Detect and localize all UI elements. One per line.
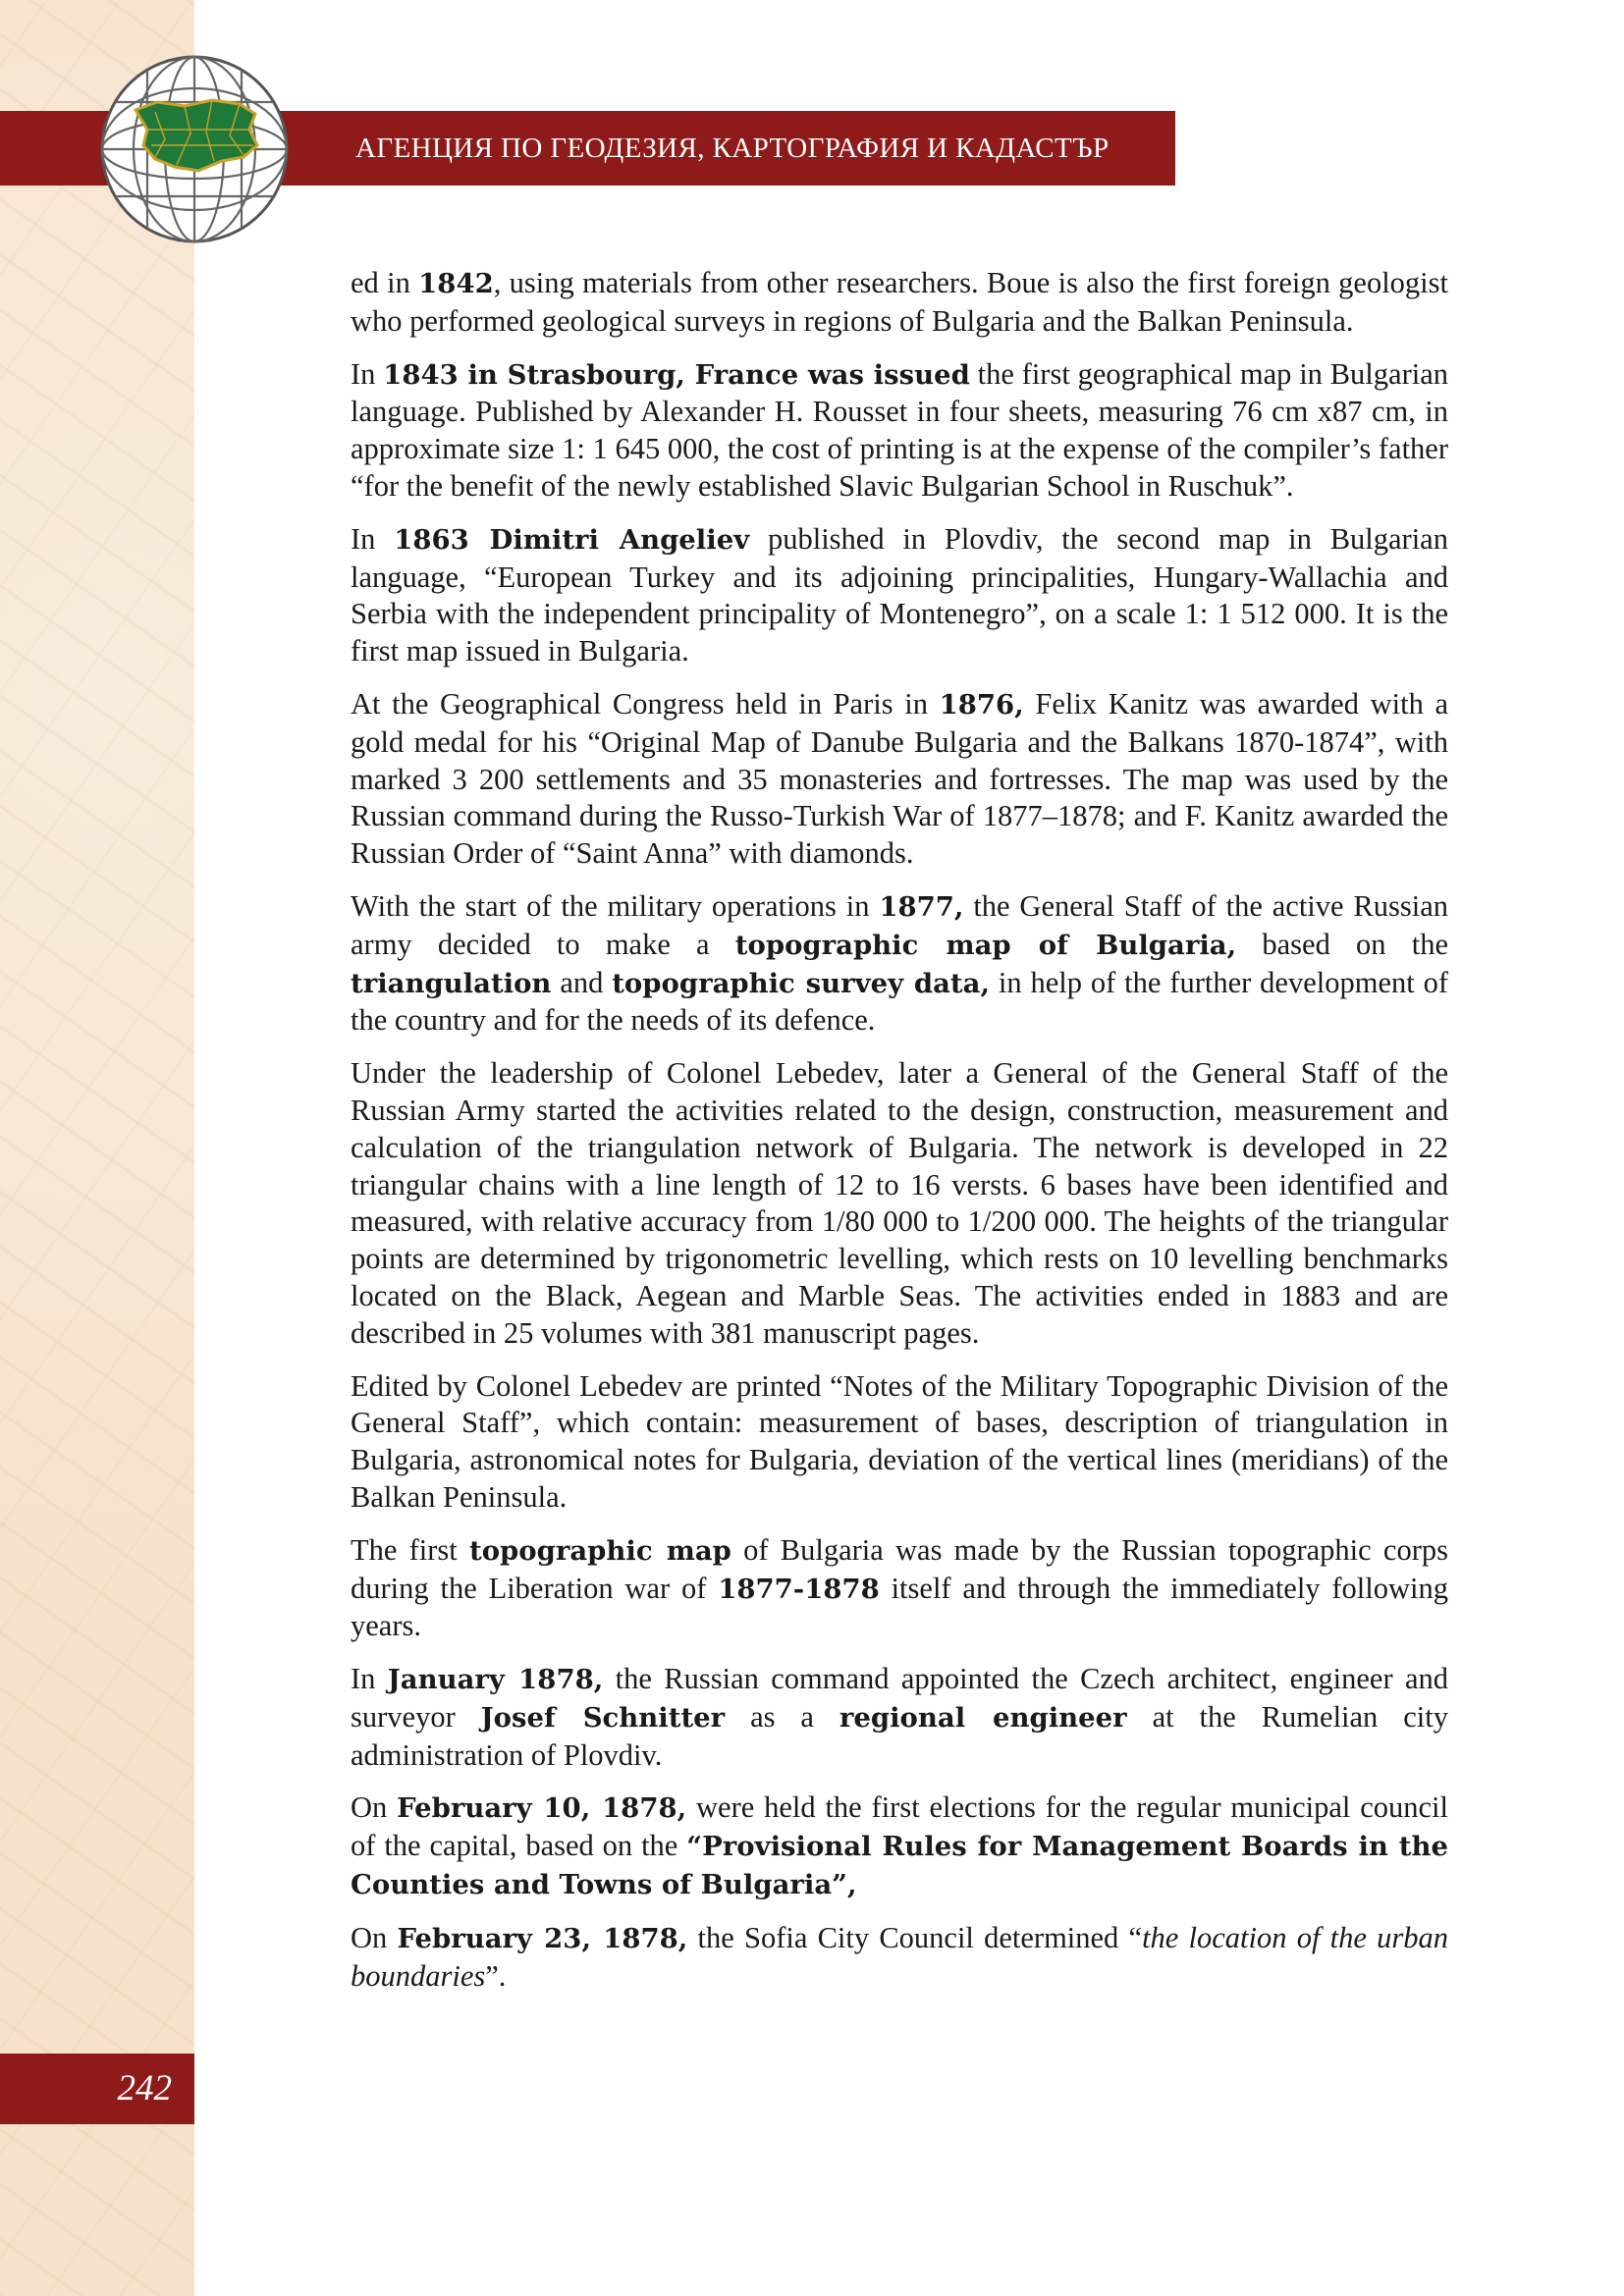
text-run: In	[351, 356, 384, 391]
paragraph	[351, 1368, 1448, 1517]
bold-text: topographic map of Bulgaria,	[734, 929, 1237, 961]
text-run: In	[351, 1662, 388, 1696]
text-run: the Russian command appointed the Czech architect, engineer and surveyor	[351, 1662, 1448, 1734]
italic-text: the location of the urban boundaries	[351, 1920, 1448, 1993]
text-run: , using materials from other researchers. Boue is also the first foreign geologist who performed geological surveys in regions of Bulgaria and the Balkan Peninsula.	[351, 266, 1448, 338]
text-run: On	[351, 1790, 398, 1825]
text-run: With the start of the military operations in	[351, 888, 880, 923]
text-run: the Sofia City Council determined “	[687, 1920, 1143, 1954]
paragraph	[351, 1920, 1448, 1996]
text-run: Under the leadership of Colonel Lebedev, later a General of the General Staff of the Russian Army started the activities related to the design, construction, measurement and calculation of the triangulation network of Bulgaria. The network is developed in 22 triangular chains with a line length of 12 to 16 versts. 6 bases have been identified and measured, with relative accuracy from 1/80 000 to 1/200 000. The heights of the triangular points are determined by trigonometric levelling, which rests on 10 levelling benchmarks located on the Black, Aegean and Marble Seas. The activities ended in 1883 and are described in 25 volumes with 381 manuscript pages.	[351, 1056, 1448, 1350]
paragraph	[351, 265, 1448, 341]
text-run: Edited by Colonel Lebedev are printed “Notes of the Military Topographic Division of the General Staff”, which contain: measurement of bases, description of triangulation in Bulgaria, astronomical notes for Bulgaria, deviation of the vertical lines (meridians) of the Balkan Peninsula.	[351, 1368, 1448, 1514]
text-run: at the Rumelian city administration of Plovdiv.	[351, 1699, 1448, 1772]
text-run: itself and through the immediately following years.	[351, 1571, 1448, 1643]
text-run: At the Geographical Congress held in Paris in	[351, 686, 940, 721]
bold-text: 1842	[418, 268, 494, 299]
text-run: the General Staff of the active Russian army decided to make a	[351, 888, 1448, 961]
paragraph	[351, 1532, 1448, 1645]
bold-text: “Provisional Rules for Management Boards in the Counties and Towns of Bulgaria”,	[351, 1831, 1448, 1901]
text-run: Felix Kanitz was awarded with a gold medal for his “Original Map of Danube Bulgaria and the Balkans 1870-1874”, with marked 3 200 settlements and 35 monasteries and fortresses. The map was used by the Russian command during the Russo-Turkish War of 1877–1878; and F. Kanitz awarded the Russian Order of “Saint Anna” with diamonds.	[351, 686, 1448, 871]
text-run: The first	[351, 1532, 470, 1567]
decorative-side-strip	[0, 0, 194, 2296]
paragraph	[351, 521, 1448, 670]
bold-text: 1877,	[879, 890, 964, 923]
paragraph	[351, 686, 1448, 873]
bold-text: January 1878,	[387, 1664, 604, 1696]
text-run: the first geographical map in Bulgarian language. Published by Alexander H. Rousset in four sheets, measuring 76 cm x87 cm, in approximate size 1: 1 645 000, the cost of printing is at the expense of the compiler’s father “for the benefit of the newly established Slavic Bulgarian School in Ruschuk”.	[351, 356, 1448, 503]
text-run: and	[551, 965, 613, 999]
text-run: in help of the further development of the country and for the needs of its defence.	[351, 965, 1448, 1038]
bold-text: 1876,	[939, 688, 1024, 721]
bold-text: February 10, 1878,	[397, 1792, 687, 1825]
paragraph	[351, 1789, 1448, 1903]
page-number: 242	[117, 2068, 172, 2109]
bold-text: 1863 Dimitri Angeliev	[394, 523, 750, 556]
body-text	[351, 265, 1448, 2010]
bold-text: 1843 in Strasbourg, France was issued	[383, 358, 970, 391]
bold-text: February 23, 1878,	[397, 1922, 688, 1954]
text-run: as a	[725, 1699, 839, 1734]
text-run: ”.	[485, 1958, 507, 1993]
bold-text: 1877-1878	[718, 1573, 880, 1605]
paragraph	[351, 356, 1448, 506]
bold-text: topographic map	[469, 1534, 731, 1567]
bold-text: Josef Schnitter	[480, 1701, 726, 1734]
paragraph	[351, 1055, 1448, 1352]
text-run: On	[351, 1920, 398, 1954]
bold-text: topographic survey data,	[612, 967, 991, 999]
text-run: based on the	[1236, 927, 1448, 961]
header-title: АГЕНЦИЯ ПО ГЕОДЕЗИЯ, КАРТОГРАФИЯ И КАДАСТЪР	[355, 133, 1110, 164]
paragraph	[351, 1661, 1448, 1774]
bold-text: regional engineer	[839, 1701, 1127, 1734]
bold-text: triangulation	[351, 967, 552, 999]
text-run: published in Plovdiv, the second map in Bulgarian language, “European Turkey and its adjoining principalities, Hungary-Wallachia and Serbia with the independent principality of Montenegro”, on a scale 1: 1 512 000. It is the first map issued in Bulgaria.	[351, 521, 1448, 668]
globe-bulgaria-map-icon	[96, 51, 293, 247]
text-run: were held the first elections for the regular municipal council of the capital, based on the	[351, 1790, 1449, 1863]
text-run: of Bulgaria was made by the Russian topographic corps during the Liberation war of	[351, 1532, 1448, 1605]
text-run: In	[351, 521, 395, 556]
text-run: ed in	[351, 266, 419, 299]
paragraph	[351, 888, 1448, 1040]
